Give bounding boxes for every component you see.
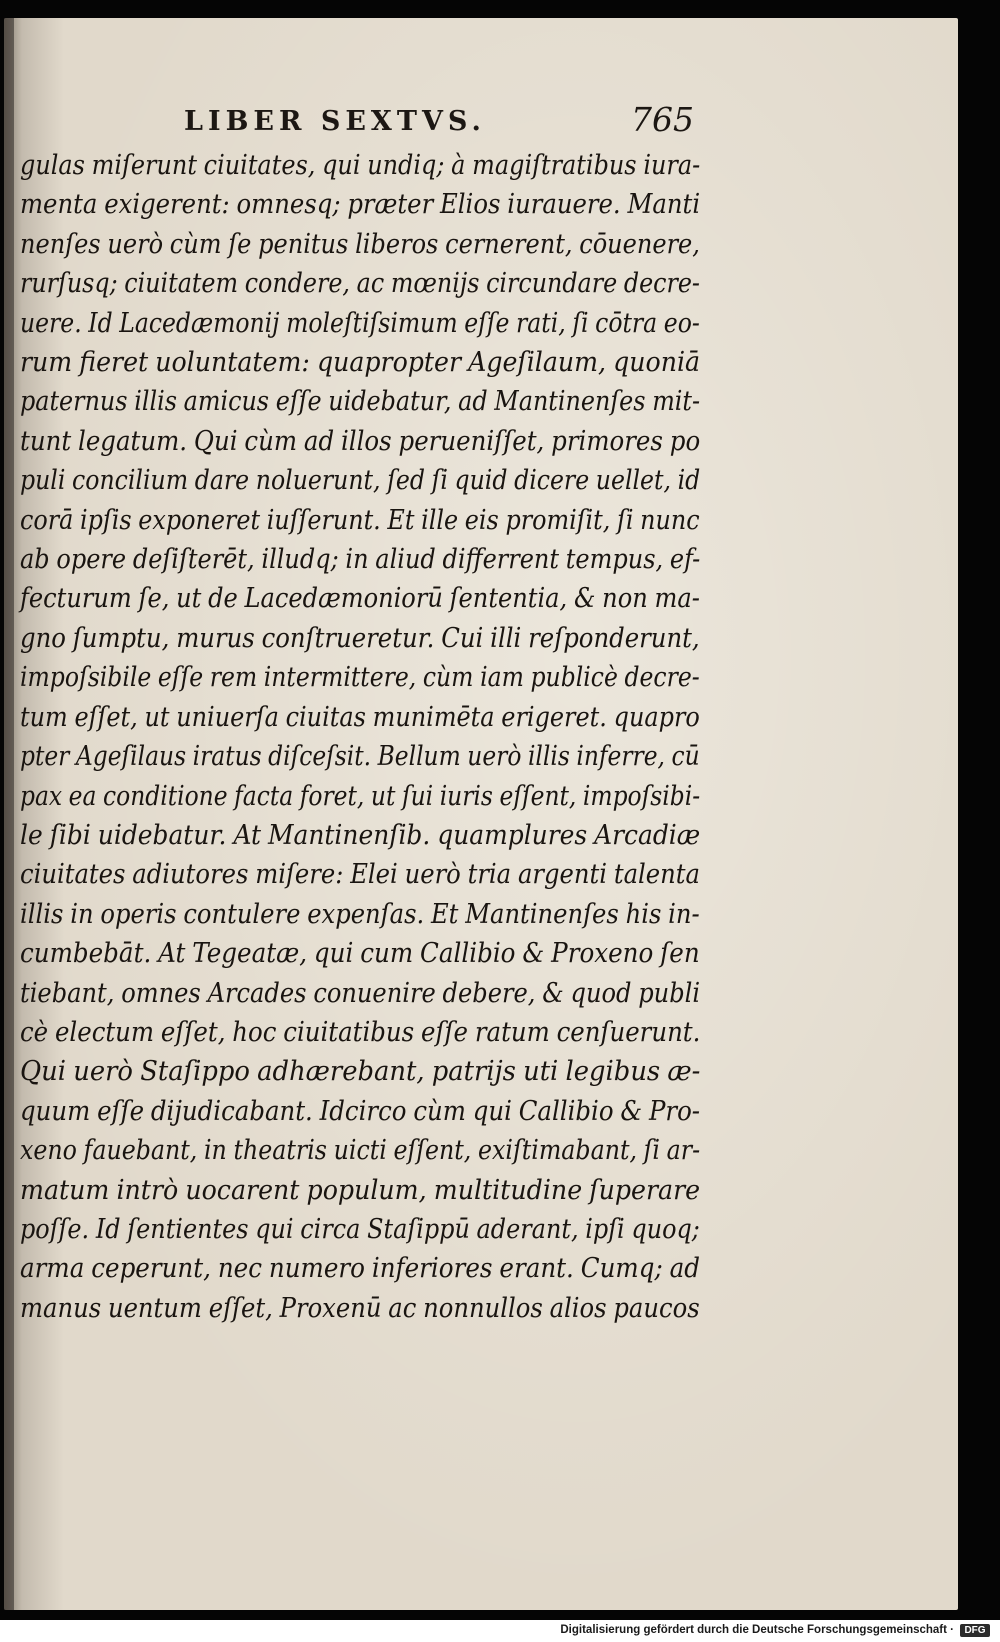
text-line: le ſibi uidebatur. At Mantinenſib. quamplures Arcadiæ <box>20 819 701 851</box>
text-line: manus uentum eſſet, Proxenū ac nonnullos alios paucos <box>20 1292 700 1324</box>
running-head-title: LIBER SEXTVS. <box>184 106 486 137</box>
text-line: corā ipſis exponeret iuſſerunt. Et ille eis promiſit, ſi nunc <box>20 504 700 536</box>
page-number: 765 <box>631 100 694 139</box>
text-line: nenſes uerò cùm ſe penitus liberos cernerent, cōuenere, <box>20 228 700 260</box>
text-line: gno ſumptu, murus conſtrueretur. Cui illi reſponderunt, <box>20 622 700 654</box>
text-line: ciuitates adiutores miſere: Elei uerò tria argenti talenta <box>20 859 700 891</box>
text-line: cè electum eſſet, hoc ciuitatibus eſſe ratum cenſuerunt. <box>20 1016 701 1048</box>
text-line: xeno fauebant, in theatris uicti eſſent, exiſtimabant, ſi ar- <box>20 1135 701 1167</box>
text-line: cumbebāt. At Tegeatæ, qui cum Callibio & Proxeno ſen <box>20 938 700 970</box>
text-line: matum intrò uocarent populum, multitudine ſuperare <box>20 1174 701 1206</box>
digitization-footer <box>0 1620 1000 1642</box>
text-line: illis in operis contulere expenſas. Et Mantinenſes his in- <box>20 898 700 930</box>
text-line: quum eſſe dijudicabant. Idcirco cùm qui Callibio & Pro- <box>20 1095 701 1127</box>
text-line: Qui uerò Staſippo adhærebant, patrijs uti legibus æ- <box>20 1056 701 1088</box>
text-line: tiebant, omnes Arcades conuenire debere, & quod publi <box>20 977 701 1009</box>
text-line: pter Ageſilaus iratus diſceſsit. Bellum uerò illis inferre, cū <box>20 741 700 773</box>
text-line: ab opere deſiſterēt, illudq; in aliud differrent tempus, ef- <box>20 544 701 576</box>
text-line: arma ceperunt, nec numero inferiores erant. Cumq; ad <box>20 1253 701 1285</box>
text-line: uere. Id Lacedæmonij moleſtiſsimum eſſe rati, ſi cōtra eo- <box>20 307 700 339</box>
running-head <box>184 102 694 148</box>
text-line: tum eſſet, ut uniuerſa ciuitas munimēta erigeret. quapro <box>20 701 700 733</box>
text-line: paternus illis amicus eſſe uidebatur, ad Mantinenſes mit- <box>20 386 701 418</box>
body-text <box>20 146 700 1328</box>
text-line: tunt legatum. Qui cùm ad illos perueniſſet, primores po <box>20 425 701 457</box>
text-line: rurſusq; ciuitatem condere, ac mœnijs circundare decre- <box>20 268 700 300</box>
dfg-logo: DFG <box>960 1624 990 1637</box>
text-line: pax ea conditione facta foret, ut ſui iuris eſſent, impoſsibi- <box>20 780 701 812</box>
text-line: impoſsibile eſſe rem intermittere, cùm iam publicè decre- <box>20 662 700 694</box>
text-line: puli concilium dare noluerunt, ſed ſi quid dicere uellet, id <box>20 465 701 497</box>
book-page <box>4 18 958 1610</box>
text-line: gulas miſerunt ciuitates, qui undiq; à magiſtratibus iura- <box>20 150 701 181</box>
text-line: menta exigerent: omnesq; præter Elios iurauere. Manti <box>20 189 701 221</box>
text-line: fecturum ſe, ut de Lacedæmoniorū ſententia, & non ma- <box>20 583 700 615</box>
page-gutter-shadow <box>4 18 14 1610</box>
text-line: rum fieret uoluntatem: quapropter Ageſilaum, quoniā <box>20 347 701 379</box>
text-line: poſſe. Id ſentientes qui circa Staſippū aderant, ipſi quoq; <box>20 1213 700 1245</box>
funding-credit: Digitalisierung gefördert durch die Deutsche Forschungsgemeinschaft · <box>560 1624 954 1636</box>
